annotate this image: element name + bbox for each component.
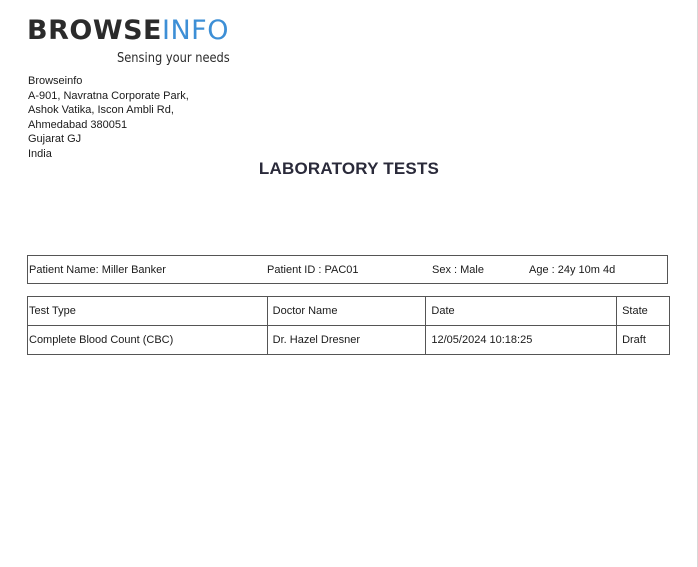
cell-doctor-name: Dr. Hazel Dresner <box>267 326 426 355</box>
patient-name: Patient Name: Miller Banker <box>29 264 166 276</box>
patient-id: Patient ID : PAC01 <box>267 264 359 276</box>
address-line: Ahmedabad 380051 <box>28 118 128 131</box>
column-header-state: State <box>617 297 670 326</box>
address-line: A-901, Navratna Corporate Park, <box>28 89 189 102</box>
cell-test-type: Complete Blood Count (CBC) <box>28 326 268 355</box>
patient-age: Age : 24y 10m 4d <box>529 264 616 276</box>
company-logo <box>27 14 237 70</box>
column-header-date: Date <box>426 297 617 326</box>
logo-tagline: Sensing your needs <box>117 51 230 66</box>
patient-info-box <box>27 255 668 284</box>
company-address <box>28 74 189 162</box>
logo-word-dark: BROWSE <box>27 15 162 46</box>
address-line: Ashok Vatika, Iscon Ambli Rd, <box>28 104 174 117</box>
logo-word-accent: INFO <box>162 15 229 46</box>
column-header-test-type: Test Type <box>28 297 268 326</box>
company-name: Browseinfo <box>28 75 83 87</box>
address-line: Gujarat GJ <box>28 133 82 146</box>
lab-tests-table <box>27 296 670 355</box>
document-title: LABORATORY TESTS <box>258 159 440 178</box>
cell-date: 12/05/2024 10:18:25 <box>426 326 617 355</box>
cell-state: Draft <box>617 326 670 355</box>
logo-wordmark <box>27 14 229 48</box>
address-line: India <box>28 147 52 160</box>
table-header-row <box>28 297 670 326</box>
patient-sex: Sex : Male <box>432 264 484 276</box>
table-row <box>28 326 670 355</box>
column-header-doctor-name: Doctor Name <box>267 297 426 326</box>
